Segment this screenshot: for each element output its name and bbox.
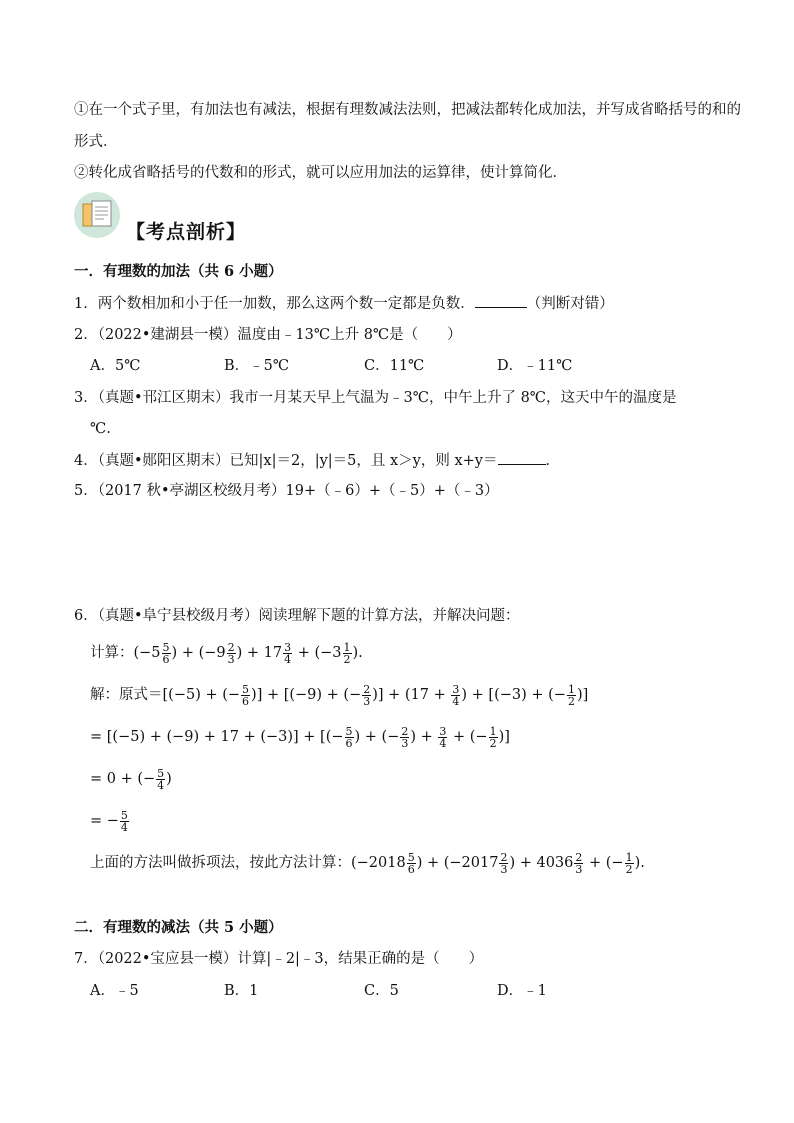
question-2-option-b[interactable]: B．﹣5℃ — [224, 358, 290, 374]
question-6-task: 上面的方法叫做拆项法，按此方法计算：(−2018 $\frac{5}{6}$ ) + (−2017 $\frac{2}{3}$ ) + 4036 $\frac{2}{3}$ + (− $\frac{1}{2}$ ). — [90, 850, 645, 876]
question-3-line-1: 3．（真题•邗江区期末）我市一月某天早上气温为﹣3℃，中午上升了 8℃，这天中午的温度是 — [74, 390, 677, 406]
question-1-text: 1．两个数相加和小于任一加数，那么这两个数一定都是负数． — [74, 296, 475, 312]
question-3-line-2: ℃. — [90, 421, 111, 437]
question-2: 2．（2022•建湖县一模）温度由﹣13℃上升 8℃是（ ） — [74, 327, 462, 343]
question-6: 6．（真题•阜宁县校级月考）阅读理解下题的计算方法，并解决问题： — [74, 608, 520, 624]
question-4-text: 4．（真题•郧阳区期末）已知|x|＝2，|y|＝5，且 x＞y，则 x+y＝ — [74, 453, 498, 469]
question-7-option-a[interactable]: A．﹣5 — [90, 983, 139, 999]
question-2-option-a[interactable]: A．5℃ — [90, 358, 141, 374]
section-2-title: 二．有理数的减法（共 5 小题） — [74, 919, 283, 936]
intro-paragraph-2: ②转化成省略括号的代数和的形式，就可以应用加法的运算律，使计算简化． — [74, 165, 567, 181]
question-2-option-d[interactable]: D．﹣11℃ — [497, 358, 573, 374]
intro-paragraph-1-line-1: ①在一个式子里，有加法也有减法，根据有理数减法法则，把减法都转化成加法，并写成省略括号的和的 — [74, 102, 741, 118]
task-label: 上面的方法叫做拆项法，按此方法计算： — [90, 855, 351, 871]
question-6-problem: 计算：(−5 $\frac{5}{6}$ ) + (−9 $\frac{2}{3}$ ) + 17 $\frac{3}{4}$ + (−3 $\frac{1}{2}$ ). — [90, 640, 363, 666]
question-4 — [74, 450, 560, 471]
calc-label: 计算： — [90, 645, 134, 661]
section-1-title: 一．有理数的加法（共 6 小题） — [74, 263, 283, 280]
question-2-option-c[interactable]: C．11℃ — [364, 358, 425, 374]
intro-paragraph-1-line-2: 形式． — [74, 134, 118, 150]
solution-step-3: = 0 + (− $\frac{5}{4}$ ) — [90, 766, 172, 792]
question-7-option-b[interactable]: B．1 — [224, 983, 259, 999]
notebook-icon — [74, 192, 120, 238]
answer-blank[interactable] — [475, 293, 527, 308]
question-7-option-c[interactable]: C．5 — [364, 983, 399, 999]
solution-step-2: = [(−5) + (−9) + 17 + (−3)] + [(− $\frac{5}{6}$ ) + (− $\frac{2}{3}$ ) + $\frac{3}{4}$ + (− $\frac{1}{2}$ )] — [90, 724, 510, 750]
question-1 — [74, 293, 614, 314]
section-heading: 【考点剖析】 — [126, 221, 247, 243]
solution-step-4: = − $\frac{5}{4}$ — [90, 808, 128, 834]
question-7: 7．（2022•宝应县一模）计算|﹣2|﹣3，结果正确的是（ ） — [74, 951, 484, 967]
solution-step-1: 解：原式＝[(−5) + (− $\frac{5}{6}$ )] + [(−9) + (− $\frac{2}{3}$ )] + (17 + $\frac{3}{4}$ ) + [(−3) + (− $\frac{1}{2}$ )] — [90, 682, 589, 708]
question-5: 5．（2017 秋•亭湖区校级月考）19+（﹣6）+（﹣5）+（﹣3） — [74, 483, 499, 499]
question-1-suffix: （判断对错） — [526, 296, 614, 312]
question-7-option-d[interactable]: D．﹣1 — [497, 983, 547, 999]
question-4-end: ． — [545, 453, 560, 469]
answer-blank[interactable] — [498, 450, 546, 465]
solution-label: 解：原式＝ — [90, 687, 163, 703]
